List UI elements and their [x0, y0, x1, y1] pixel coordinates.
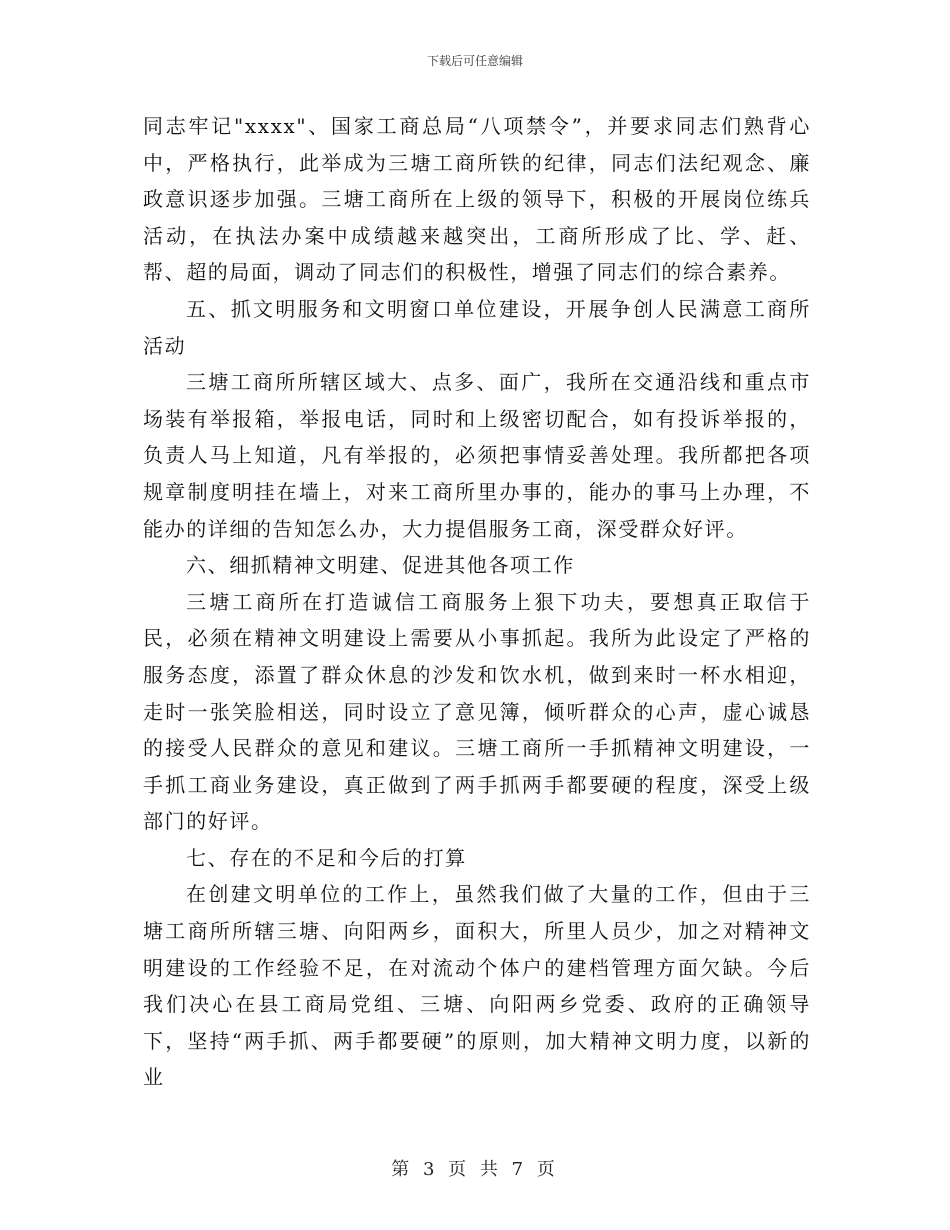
document-body	[143, 108, 811, 1096]
paragraph: 三塘工商所在打造诚信工商服务上狠下功夫，要想真正取信于民，必须在精神文明建设上需要从小事抓起。我所为此设定了严格的服务态度，添置了群众休息的沙发和饮水机，做到来时一杯水相迎，走时一张笑脸相送，同时设立了意见簿，倾听群众的心声，虚心诚恳的接受人民群众的意见和建议。三塘工商所一手抓精神文明建设，一手抓工商业务建设，真正做到了两手抓两手都要硬的程度，深受上级部门的好评。	[143, 589, 811, 834]
page-footer: 第 3 页 共 7 页	[391, 1159, 559, 1180]
section-heading-five: 五、抓文明服务和文明窗口单位建设，开展争创人民满意工商所活动	[143, 296, 811, 358]
paragraph: 三塘工商所所辖区域大、点多、面广，我所在交通沿线和重点市场装有举报箱，举报电话，同时和上级密切配合，如有投诉举报的，负责人马上知道，凡有举报的，必须把事情妥善处理。我所都把各项规章制度明挂在墙上，对来工商所里办事的，能办的事马上办理，不能办的详细的告知怎么办，大力提倡服务工商，深受群众好评。	[143, 370, 811, 541]
section-heading-seven: 七、存在的不足和今后的打算	[186, 845, 467, 870]
section-heading-six: 六、细抓精神文明建、促进其他各项工作	[186, 553, 575, 578]
paragraph: 同志牢记"xxxx"、国家工商总局“八项禁令”，并要求同志们熟背心中，严格执行，此举成为三塘工商所铁的纪律，同志们法纪观念、廉政意识逐步加强。三塘工商所在上级的领导下，积极的开展岗位练兵活动，在执法办案中成绩越来越突出，工商所形成了比、学、赶、帮、超的局面，调动了同志们的积极性，增强了同志们的综合素养。	[143, 114, 811, 285]
paragraph: 在创建文明单位的工作上，虽然我们做了大量的工作，但由于三塘工商所所辖三塘、向阳两乡，面积大，所里人员少，加之对精神文明建设的工作经验不足，在对流动个体户的建档管理方面欠缺。今后我们决心在县工商局党组、三塘、向阳两乡党委、政府的正确领导下，坚持“两手抓、两手都要硬”的原则，加大精神文明力度，以新的业	[143, 882, 811, 1090]
page-header: 下载后可任意编辑	[426, 54, 523, 68]
